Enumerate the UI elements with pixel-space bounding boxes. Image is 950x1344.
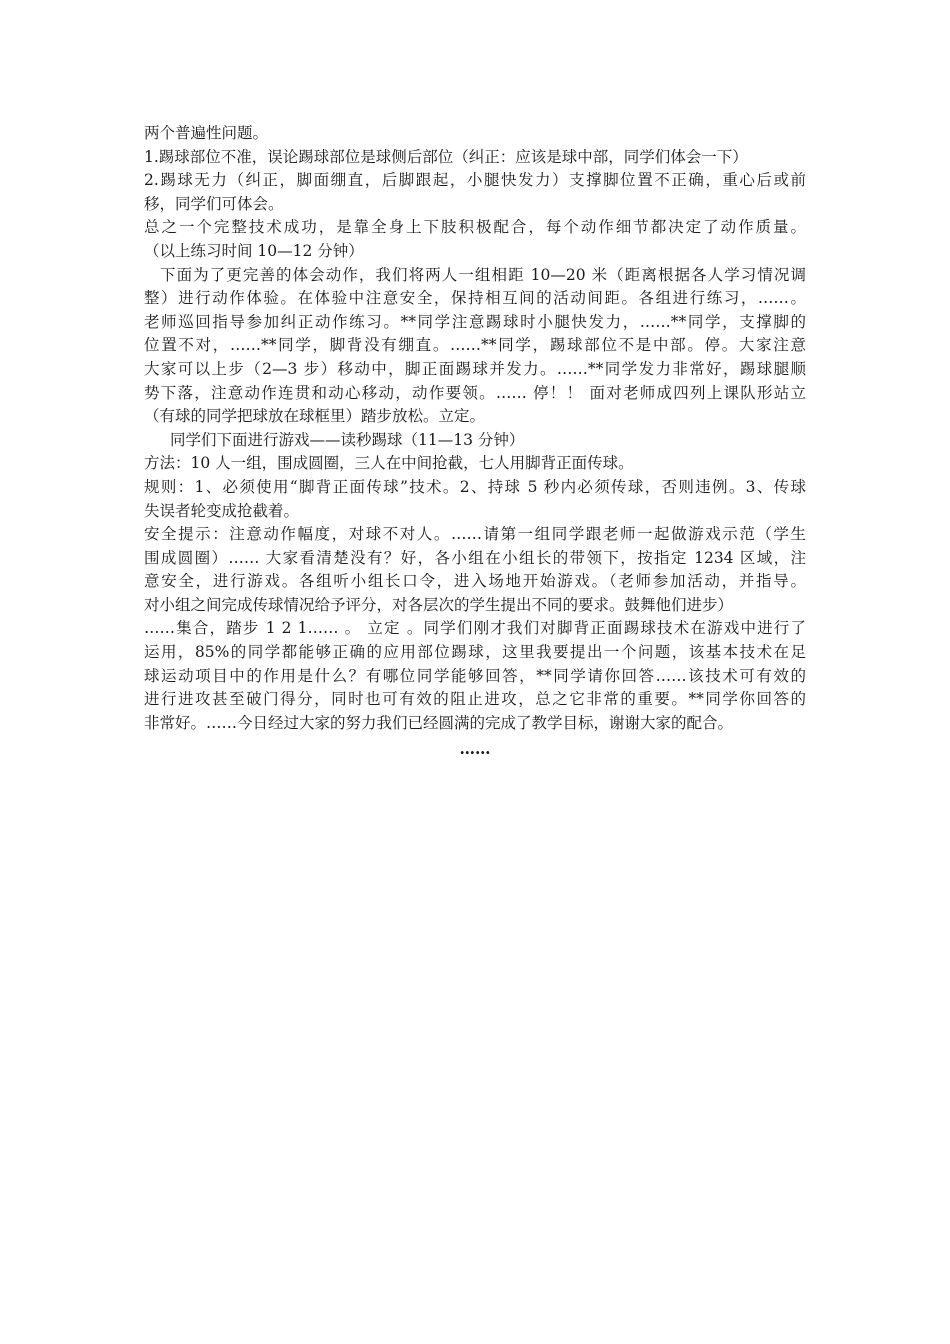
text-line: 方法：10 人一组，围成圆圈，三人在中间抢截，七人用脚背正面传球。 <box>144 454 634 473</box>
text-line: 势下落，注意动作连贯和动心移动，动作要领。…… 停！！ 面对老师成四列上课队形站立 <box>144 383 806 402</box>
text-line: 球运动项目中的作用是什么？有哪位同学能够回答，**同学请你回答……该技术可有效的 <box>144 666 806 685</box>
text-line: 2.踢球无力（纠正，脚面绷直，后脚跟起，小腿快发力）支撑脚位置不正确，重心后或前 <box>144 171 806 190</box>
text-line: ……集合，踏步 1 2 1…… 。 立定 。同学们刚才我们对脚背正面踢球技术在游戏中进行了 <box>144 619 806 638</box>
text-line: 失误者轮变成抢截着。 <box>144 501 300 520</box>
text-line: 大家可以上步（2—3 步）移动中，脚正面踢球并发力。……**同学发力非常好，踢球腿顺 <box>144 359 806 378</box>
text-line: 1.踢球部位不准，误论踢球部位是球侧后部位（纠正：应该是球中部，同学们体会一下） <box>144 147 748 166</box>
document-body <box>144 122 806 735</box>
text-line: （有球的同学把球放在球框里）踏步放松。立定。 <box>144 407 486 426</box>
ending-ellipsis: …… <box>459 739 491 759</box>
text-line: 进行进攻甚至破门得分，同时也可有效的阻止进攻，总之它非常的重要。**同学你回答的 <box>144 690 806 709</box>
text-line: 下面为了更完善的体会动作，我们将两人一组相距 10—20 米（距离根据各人学习情况调 <box>160 265 806 284</box>
text-line: 两个普遍性问题。 <box>144 124 269 142</box>
text-line: 围成圆圈）…… 大家看清楚没有？好，各小组在小组长的带领下，按指定 1234 区域，注 <box>144 548 806 567</box>
text-line: 总之一个完整技术成功，是靠全身上下肢积极配合，每个动作细节都决定了动作质量。 <box>144 218 806 237</box>
text-line: 位置不对，……**同学，脚背没有绷直。……**同学，踢球部位不是中部。停。大家注意 <box>144 336 806 355</box>
text-line: 整）进行动作体验。在体验中注意安全，保持相互间的活动间距。各组进行练习，……。 <box>144 289 806 308</box>
text-line: 对小组之间完成传球情况给予评分，对各层次的学生提出不同的要求。鼓舞他们进步） <box>144 595 734 614</box>
document-page <box>144 122 806 761</box>
text-line: 非常好。……今日经过大家的努力我们已经圆满的完成了教学目标，谢谢大家的配合。 <box>144 713 734 732</box>
text-line: 运用，85%的同学都能够正确的应用部位踢球，这里我要提出一个问题，该基本技术在足 <box>144 643 806 662</box>
text-line: （以上练习时间 10—12 分钟） <box>144 241 364 260</box>
text-line: 同学们下面进行游戏——读秒踢球（11—13 分钟） <box>170 430 525 449</box>
text-line: 安全提示：注意动作幅度，对球不对人。……请第一组同学跟老师一起做游戏示范（学生 <box>144 525 806 544</box>
text-line: 移，同学们可体会。 <box>144 194 284 213</box>
text-line: 意安全，进行游戏。各组听小组长口令，进入场地开始游戏。（老师参加活动，并指导。 <box>144 572 806 591</box>
text-line: 规则：1、必须使用“脚背正面传球”技术。2、持球 5 秒内必须传球，否则违例。3、传球 <box>144 477 806 496</box>
text-line: 老师巡回指导参加纠正动作练习。**同学注意踢球时小腿快发力，……**同学，支撑脚的 <box>144 312 806 331</box>
